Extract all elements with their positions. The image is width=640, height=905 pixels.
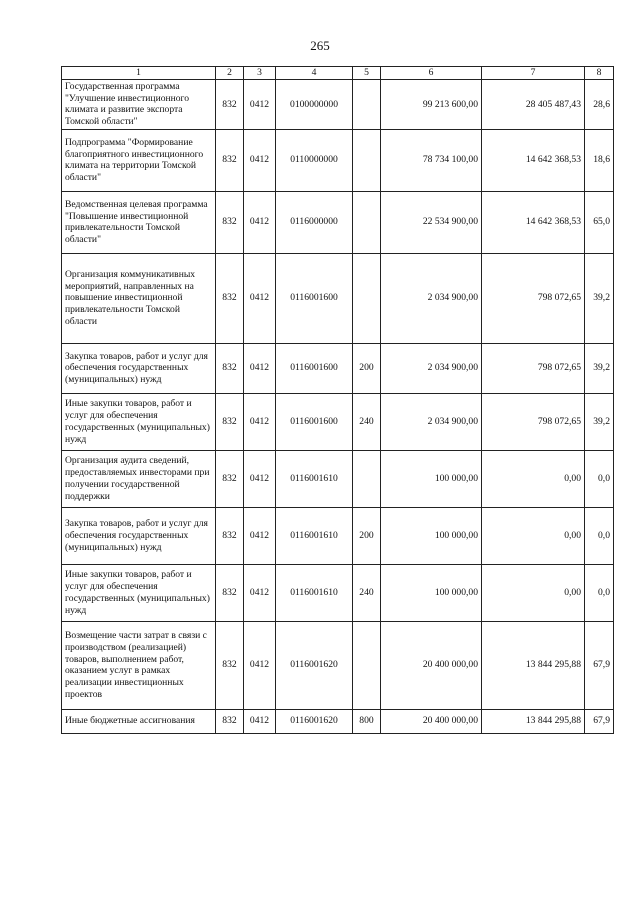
- plan-amount-cell: 100 000,00: [381, 450, 482, 507]
- percent-cell: 39,2: [585, 343, 614, 393]
- percent-cell: 0,0: [585, 507, 614, 564]
- expense-type-cell: [353, 80, 381, 130]
- actual-amount-cell: 0,00: [482, 564, 585, 621]
- target-article-cell: 0116001600: [276, 253, 353, 343]
- percent-cell: 0,0: [585, 450, 614, 507]
- chapter-code-cell: 832: [216, 621, 244, 709]
- header-cell: 4: [276, 67, 353, 80]
- target-article-cell: 0116000000: [276, 191, 353, 253]
- table-row: [62, 450, 614, 507]
- header-cell: 7: [482, 67, 585, 80]
- expense-type-cell: 800: [353, 709, 381, 733]
- expense-type-cell: 200: [353, 507, 381, 564]
- chapter-code-cell: 832: [216, 80, 244, 130]
- actual-amount-cell: 798 072,65: [482, 393, 585, 450]
- row-name-cell: Государственная программа "Улучшение инвестиционного климата и развитие экспорта Томской области": [62, 80, 216, 130]
- table-row: [62, 709, 614, 733]
- actual-amount-cell: 14 642 368,53: [482, 129, 585, 191]
- row-name-cell: Организация коммуникативных мероприятий, направленных на повышение инвестиционной привлекательности Томской области: [62, 253, 216, 343]
- chapter-code-cell: 832: [216, 253, 244, 343]
- section-code-cell: 0412: [244, 450, 276, 507]
- expense-type-cell: [353, 450, 381, 507]
- row-name-cell: Иные бюджетные ассигнования: [62, 709, 216, 733]
- actual-amount-cell: 13 844 295,88: [482, 621, 585, 709]
- percent-cell: 18,6: [585, 129, 614, 191]
- chapter-code-cell: 832: [216, 450, 244, 507]
- percent-cell: 65,0: [585, 191, 614, 253]
- plan-amount-cell: 78 734 100,00: [381, 129, 482, 191]
- section-code-cell: 0412: [244, 129, 276, 191]
- section-code-cell: 0412: [244, 393, 276, 450]
- row-name-cell: Возмещение части затрат в связи с производством (реализацией) товаров, выполнением работ, оказанием услуг в рамках реализации инвестиционных проектов: [62, 621, 216, 709]
- plan-amount-cell: 99 213 600,00: [381, 80, 482, 130]
- percent-cell: 28,6: [585, 80, 614, 130]
- header-cell: 5: [353, 67, 381, 80]
- row-name-cell: Иные закупки товаров, работ и услуг для обеспечения государственных (муниципальных) нужд: [62, 564, 216, 621]
- chapter-code-cell: 832: [216, 343, 244, 393]
- row-name-cell: Иные закупки товаров, работ и услуг для обеспечения государственных (муниципальных) нужд: [62, 393, 216, 450]
- page-number: 265: [310, 38, 330, 53]
- expense-type-cell: 200: [353, 343, 381, 393]
- row-name-cell: Подпрограмма "Формирование благоприятного инвестиционного климата на территории Томской области": [62, 129, 216, 191]
- percent-cell: 0,0: [585, 564, 614, 621]
- actual-amount-cell: 798 072,65: [482, 253, 585, 343]
- chapter-code-cell: 832: [216, 564, 244, 621]
- plan-amount-cell: 20 400 000,00: [381, 621, 482, 709]
- actual-amount-cell: 0,00: [482, 507, 585, 564]
- header-cell: 3: [244, 67, 276, 80]
- table-row: [62, 253, 614, 343]
- plan-amount-cell: 2 034 900,00: [381, 343, 482, 393]
- section-code-cell: 0412: [244, 80, 276, 130]
- expense-type-cell: 240: [353, 393, 381, 450]
- expense-type-cell: [353, 621, 381, 709]
- header-cell: 8: [585, 67, 614, 80]
- plan-amount-cell: 100 000,00: [381, 564, 482, 621]
- actual-amount-cell: 14 642 368,53: [482, 191, 585, 253]
- actual-amount-cell: 798 072,65: [482, 343, 585, 393]
- section-code-cell: 0412: [244, 343, 276, 393]
- expense-type-cell: [353, 253, 381, 343]
- header-row: [62, 67, 614, 80]
- target-article-cell: 0116001600: [276, 343, 353, 393]
- section-code-cell: 0412: [244, 191, 276, 253]
- table-row: [62, 621, 614, 709]
- percent-cell: 67,9: [585, 621, 614, 709]
- plan-amount-cell: 20 400 000,00: [381, 709, 482, 733]
- target-article-cell: 0116001600: [276, 393, 353, 450]
- section-code-cell: 0412: [244, 564, 276, 621]
- target-article-cell: 0116001610: [276, 564, 353, 621]
- table-row: [62, 343, 614, 393]
- table-row: [62, 564, 614, 621]
- plan-amount-cell: 100 000,00: [381, 507, 482, 564]
- actual-amount-cell: 28 405 487,43: [482, 80, 585, 130]
- chapter-code-cell: 832: [216, 393, 244, 450]
- chapter-code-cell: 832: [216, 709, 244, 733]
- target-article-cell: 0116001620: [276, 709, 353, 733]
- table-row: [62, 191, 614, 253]
- target-article-cell: 0100000000: [276, 80, 353, 130]
- row-name-cell: Закупка товаров, работ и услуг для обеспечения государственных (муниципальных) нужд: [62, 343, 216, 393]
- section-code-cell: 0412: [244, 621, 276, 709]
- expense-type-cell: [353, 129, 381, 191]
- section-code-cell: 0412: [244, 709, 276, 733]
- row-name-cell: Организация аудита сведений, предоставляемых инвесторами при получении государственной поддержки: [62, 450, 216, 507]
- header-cell: 6: [381, 67, 482, 80]
- header-cell: 2: [216, 67, 244, 80]
- target-article-cell: 0110000000: [276, 129, 353, 191]
- table-row: [62, 80, 614, 130]
- expense-type-cell: [353, 191, 381, 253]
- chapter-code-cell: 832: [216, 129, 244, 191]
- section-code-cell: 0412: [244, 507, 276, 564]
- actual-amount-cell: 13 844 295,88: [482, 709, 585, 733]
- chapter-code-cell: 832: [216, 507, 244, 564]
- plan-amount-cell: 2 034 900,00: [381, 393, 482, 450]
- percent-cell: 67,9: [585, 709, 614, 733]
- target-article-cell: 0116001610: [276, 507, 353, 564]
- header-cell: 1: [62, 67, 216, 80]
- percent-cell: 39,2: [585, 253, 614, 343]
- target-article-cell: 0116001610: [276, 450, 353, 507]
- budget-table: [61, 66, 614, 734]
- plan-amount-cell: 2 034 900,00: [381, 253, 482, 343]
- chapter-code-cell: 832: [216, 191, 244, 253]
- section-code-cell: 0412: [244, 253, 276, 343]
- table-row: [62, 129, 614, 191]
- row-name-cell: Закупка товаров, работ и услуг для обеспечения государственных (муниципальных) нужд: [62, 507, 216, 564]
- plan-amount-cell: 22 534 900,00: [381, 191, 482, 253]
- table-row: [62, 507, 614, 564]
- target-article-cell: 0116001620: [276, 621, 353, 709]
- actual-amount-cell: 0,00: [482, 450, 585, 507]
- table-row: [62, 393, 614, 450]
- row-name-cell: Ведомственная целевая программа "Повышение инвестиционной привлекательности Томской области": [62, 191, 216, 253]
- expense-type-cell: 240: [353, 564, 381, 621]
- percent-cell: 39,2: [585, 393, 614, 450]
